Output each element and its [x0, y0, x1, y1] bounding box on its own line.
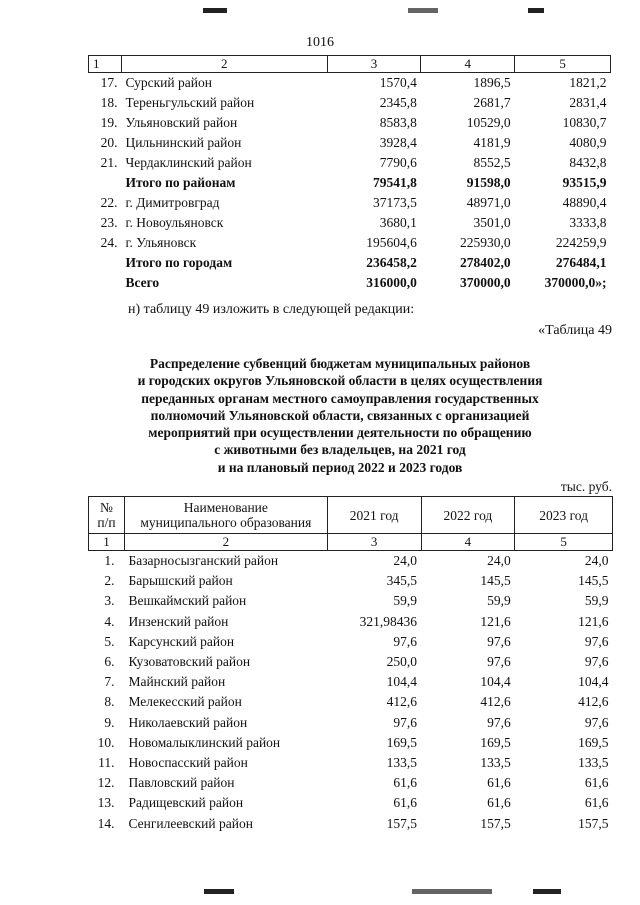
value-2023: 48890,4: [562, 195, 607, 210]
column-number: 3: [327, 534, 421, 551]
row-number: 5.: [104, 633, 115, 649]
value-2023: 61,6: [584, 775, 609, 791]
value-2023: 61,6: [584, 795, 609, 811]
value-2023: 97,6: [584, 714, 609, 730]
header-num: № п/п: [89, 497, 125, 534]
row-name: Цильнинский район: [125, 135, 242, 150]
value-2023: 121,6: [578, 613, 609, 629]
scan-mark-bottom-mid: [412, 889, 492, 894]
value-2022: 97,6: [487, 714, 511, 730]
header-2021: 2021 год: [327, 497, 421, 534]
value-2022: 278402,0: [460, 255, 511, 270]
row-number: 13.: [97, 795, 115, 811]
table-row: [89, 193, 611, 213]
row-name: Итого по районам: [125, 175, 236, 190]
value-2021: 169,5: [386, 734, 418, 750]
row-number: 2.: [104, 573, 115, 589]
scan-mark-top-mid: [408, 8, 438, 13]
value-2021: 8583,8: [379, 115, 417, 130]
row-name: Барышский район: [128, 573, 233, 589]
column-number: 2: [124, 534, 327, 551]
value-2023: 370000,0»;: [544, 275, 607, 290]
heading-line: Распределение субвенций бюджетам муниципальных районов: [149, 356, 531, 371]
row-name: Майнский район: [128, 674, 226, 690]
row-number: 6.: [104, 654, 115, 670]
table-row: [89, 672, 613, 692]
row-number: [89, 173, 122, 193]
value-2022: 1896,5: [473, 75, 511, 90]
value-2022: 157,5: [480, 815, 511, 831]
column-number: 3: [327, 56, 421, 73]
column-number: 1: [89, 56, 122, 73]
row-name: Вешкаймский район: [128, 593, 247, 609]
row-number: 11.: [98, 754, 115, 770]
value-2022: 97,6: [487, 633, 511, 649]
value-2022: 10529,0: [466, 115, 511, 130]
value-2022: 104,4: [480, 674, 511, 690]
heading-line: с животными без владельцев, на 2021 год: [214, 442, 466, 458]
row-number: 18.: [100, 95, 118, 110]
value-2023: 169,5: [578, 734, 609, 750]
value-2023: 133,5: [578, 754, 609, 770]
value-2022: 121,6: [480, 613, 511, 629]
row-number: 1.: [104, 553, 115, 569]
value-2023: 97,6: [584, 633, 609, 649]
row-number: 24.: [100, 235, 118, 250]
row-name: Инзенский район: [128, 613, 229, 629]
column-number: 2: [121, 56, 327, 73]
heading-line: и городских округов Ульяновской области в целях осуществления: [137, 373, 543, 389]
heading-line: и на плановый период 2022 и 2023 годов: [217, 459, 463, 475]
value-2021: 321,98436: [359, 613, 418, 629]
table-main: [88, 496, 613, 834]
row-number: 8.: [104, 694, 115, 710]
table-row: [89, 713, 613, 733]
value-2023: 145,5: [578, 573, 609, 589]
value-2021: 316000,0: [366, 275, 417, 290]
table-row: [89, 73, 611, 94]
value-2021: 59,9: [393, 593, 418, 609]
header-row: [89, 497, 613, 534]
table-row: [89, 571, 613, 591]
table-continuation: [88, 55, 611, 293]
row-name: г. Димитровград: [125, 195, 220, 210]
value-2021: 24,0: [393, 553, 418, 569]
row-number: 23.: [100, 215, 118, 230]
row-name: Чердаклинский район: [125, 155, 252, 170]
heading-line: переданных органам местного самоуправления государственных: [141, 390, 539, 406]
column-number: 5: [515, 56, 611, 73]
table-row: [89, 692, 613, 712]
row-number: [89, 273, 122, 293]
row-number: 12.: [97, 775, 115, 791]
value-2022: 4181,9: [473, 135, 511, 150]
table-row: [89, 632, 613, 652]
value-2023: 4080,9: [569, 135, 607, 150]
value-2021: 97,6: [393, 714, 418, 730]
column-number-row: [89, 56, 611, 73]
table-row: [89, 813, 613, 833]
table-row: [89, 233, 611, 253]
row-name: Николаевский район: [128, 714, 248, 730]
row-name: Радищевский район: [128, 795, 244, 811]
value-2022: 48971,0: [466, 195, 511, 210]
table-row: [89, 273, 611, 293]
row-name: Новомалыклинский район: [128, 734, 281, 750]
value-2021: 236458,2: [366, 255, 417, 270]
value-2021: 61,6: [393, 795, 418, 811]
column-number: 4: [421, 56, 515, 73]
column-number: 4: [421, 534, 515, 551]
table-row: [89, 612, 613, 632]
value-2022: 2681,7: [473, 95, 511, 110]
row-number: 19.: [100, 115, 118, 130]
row-name: Новоспасский район: [128, 754, 248, 770]
row-number: 21.: [100, 155, 118, 170]
value-2022: 225930,0: [460, 235, 511, 250]
table-row: [89, 753, 613, 773]
value-2021: 3680,1: [379, 215, 417, 230]
value-2022: 370000,0: [460, 275, 511, 290]
value-2022: 169,5: [480, 734, 511, 750]
column-number: 1: [89, 534, 125, 551]
row-name: Всего: [125, 275, 160, 290]
value-2021: 79541,8: [372, 175, 417, 190]
value-2021: 3928,4: [379, 135, 417, 150]
value-2023: 10830,7: [562, 115, 607, 130]
value-2023: 1821,2: [569, 75, 607, 90]
row-name: Тереньгульский район: [125, 95, 255, 110]
row-name: Павловский район: [128, 775, 235, 791]
value-2022: 3501,0: [473, 215, 511, 230]
table-row: [89, 253, 611, 273]
header-name: [124, 497, 327, 534]
scan-mark-top-left: [203, 8, 227, 13]
table-row: [89, 213, 611, 233]
row-number: 10.: [97, 734, 115, 750]
row-number: 4.: [104, 613, 115, 629]
table-row: [89, 173, 611, 193]
value-2023: 93515,9: [562, 175, 607, 190]
value-2023: 3333,8: [569, 215, 607, 230]
row-name: Сурский район: [125, 75, 212, 90]
value-2022: 91598,0: [466, 175, 511, 190]
row-name: Карсунский район: [128, 633, 235, 649]
value-2022: 133,5: [480, 754, 511, 770]
value-2021: 97,6: [393, 633, 418, 649]
value-2021: 133,5: [386, 754, 418, 770]
header-name-line2: муниципального образования: [140, 515, 312, 530]
table-row: [89, 113, 611, 133]
scan-mark-bottom-right: [533, 889, 561, 894]
header-name-line1: Наименование: [183, 500, 268, 515]
row-name: г. Ульяновск: [125, 235, 197, 250]
header-2023: 2023 год: [515, 497, 613, 534]
value-2023: 24,0: [584, 553, 609, 569]
page-number: 1016: [306, 35, 334, 50]
value-2021: 157,5: [386, 815, 418, 831]
row-number: 7.: [104, 674, 115, 690]
row-name: Кузоватовский район: [128, 654, 251, 670]
value-2023: 97,6: [584, 654, 609, 670]
value-2022: 61,6: [487, 775, 511, 791]
row-number: 14.: [97, 815, 115, 831]
value-2021: 61,6: [393, 775, 418, 791]
table-row: [89, 733, 613, 753]
value-2021: 345,5: [386, 573, 418, 589]
column-number: 5: [515, 534, 613, 551]
table-row: [89, 551, 613, 572]
value-2021: 1570,4: [379, 75, 417, 90]
value-2022: 97,6: [487, 654, 511, 670]
value-2023: 8432,8: [569, 155, 607, 170]
table-label: «Таблица 49: [538, 323, 612, 338]
value-2023: 157,5: [578, 815, 609, 831]
value-2022: 61,6: [487, 795, 511, 811]
row-number: 9.: [104, 714, 115, 730]
value-2023: 104,4: [578, 674, 609, 690]
value-2021: 250,0: [386, 654, 418, 670]
instruction-text: н) таблицу 49 изложить в следующей редакции:: [128, 302, 415, 317]
row-number: 20.: [100, 135, 118, 150]
value-2021: 7790,6: [379, 155, 417, 170]
value-2021: 37173,5: [372, 195, 417, 210]
table-row: [89, 153, 611, 173]
column-number-row: [89, 534, 613, 551]
value-2023: 2831,4: [569, 95, 607, 110]
value-2022: 145,5: [480, 573, 511, 589]
value-2023: 224259,9: [555, 235, 607, 250]
heading-line: полномочий Ульяновской области, связанных с организацией: [150, 407, 530, 423]
table-row: [89, 652, 613, 672]
row-number: 17.: [100, 75, 118, 90]
heading-line: мероприятий при осуществлении деятельности по обращению: [148, 425, 532, 441]
table-row: [89, 793, 613, 813]
value-2022: 24,0: [487, 553, 511, 569]
row-name: Итого по городам: [125, 255, 233, 270]
row-number: 22.: [100, 195, 118, 210]
table-row: [89, 93, 611, 113]
value-2021: 104,4: [386, 674, 418, 690]
row-name: Базарносызганский район: [128, 553, 279, 569]
scan-mark-bottom-left: [204, 889, 234, 894]
row-name: Мелекесский район: [128, 694, 242, 710]
scan-mark-top-right: [528, 8, 544, 13]
row-number: [89, 253, 122, 273]
value-2023: 59,9: [584, 593, 609, 609]
table-row: [89, 133, 611, 153]
value-2023: 412,6: [578, 694, 609, 710]
units-label: тыс. руб.: [560, 479, 612, 494]
value-2022: 59,9: [487, 593, 511, 609]
row-number: 3.: [104, 593, 115, 609]
value-2022: 8552,5: [473, 155, 511, 170]
table-row: [89, 773, 613, 793]
value-2021: 195604,6: [366, 235, 417, 250]
value-2021: 412,6: [386, 694, 418, 710]
row-name: г. Новоульяновск: [125, 215, 224, 230]
table-heading: [80, 355, 600, 476]
header-2022: 2022 год: [421, 497, 515, 534]
row-name: Сенгилеевский район: [128, 815, 253, 831]
value-2021: 2345,8: [379, 95, 417, 110]
table-row: [89, 591, 613, 611]
value-2022: 412,6: [480, 694, 511, 710]
value-2023: 276484,1: [555, 255, 607, 270]
row-name: Ульяновский район: [125, 115, 238, 130]
